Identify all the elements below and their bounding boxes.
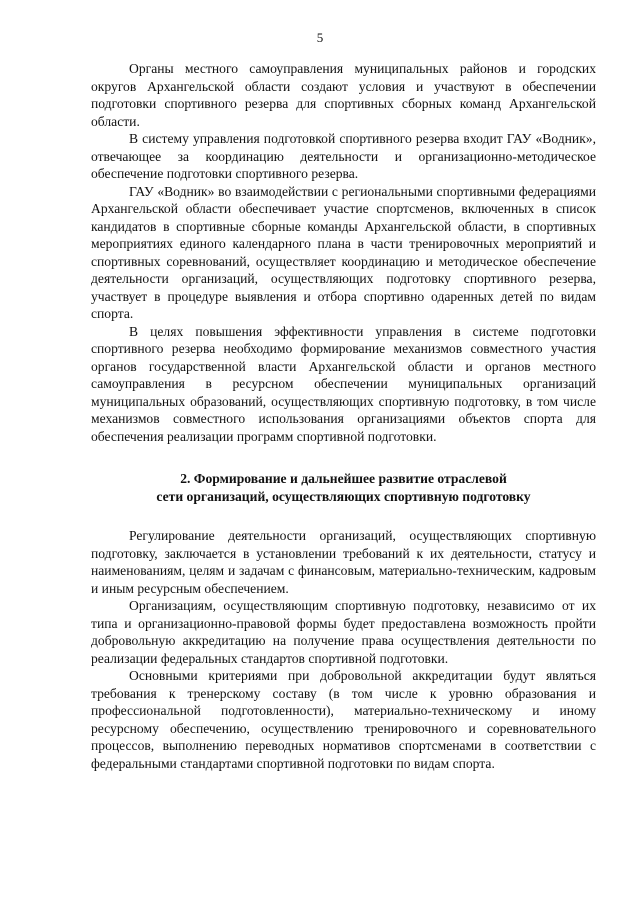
paragraph: Основными критериями при добровольной аккредитации будут являться требования к тренерскому составу (в том числе к уровню образования и профессиональной подготовленности), материально-техническому и иному ресурсному обеспечению, осуществлению тренировочного и соревновательного процессов, выполнению переводных нормативов спортсменами в соответствии с федеральными стандартами спортивной подготовки по видам спорта. (91, 668, 596, 771)
section-heading-line-1: 2. Формирование и дальнейшее развитие отраслевой (180, 471, 507, 486)
paragraph: Регулирование деятельности организаций, осуществляющих спортивную подготовку, заключается в установлении требований к их деятельности, статусу и наименованиям, целям и задачам с финансовым, материально-техническим, кадровым и иным ресурсным обеспечением. (91, 528, 596, 596)
paragraph: Организациям, осуществляющим спортивную подготовку, независимо от их типа и организационно-правовой формы будет предоставлена возможность пройти добровольную аккредитацию на получение права осуществления деятельности по реализации федеральных стандартов спортивной подготовки. (91, 598, 596, 666)
section-heading (91, 470, 596, 505)
paragraph: Органы местного самоуправления муниципальных районов и городских округов Архангельской области создают условия и участвуют в обеспечении подготовки спортивного резерва для спортивных сборных команд Архангельской области. (91, 61, 596, 129)
document-body (91, 60, 596, 772)
paragraph: В целях повышения эффективности управления в системе подготовки спортивного резерва необходимо формирование механизмов совместного участия органов государственной власти Архангельской области и органов местного самоуправления в ресурсном обеспечении муниципальных организаций муниципальных образований, осуществляющих спортивную подготовку, в том числе механизмов совместного использования организациями объектов спорта для обеспечения реализации программ спортивной подготовки. (91, 323, 596, 444)
section-heading-line-2: сети организаций, осуществляющих спортивную подготовку (156, 488, 531, 504)
paragraph: ГАУ «Водник» во взаимодействии с региональными спортивными федерациями Архангельской области обеспечивает участие спортсменов, включенных в список кандидатов в спортивные сборные команды Архангельской области, в спортивных мероприятиях единого календарного плана в части тренировочных мероприятий и спортивных соревнований, осуществляет координацию и методическое обеспечение деятельности организаций, осуществляющих подготовку спортивного резерва, участвует в процедуре выявления и отбора спортивно одаренных детей по видам спорта. (91, 183, 596, 321)
page-number: 5 (316, 30, 324, 45)
paragraph: В систему управления подготовкой спортивного резерва входит ГАУ «Водник», отвечающее за координацию деятельности и организационно-методическое обеспечение подготовки спортивного резерва. (91, 131, 596, 181)
